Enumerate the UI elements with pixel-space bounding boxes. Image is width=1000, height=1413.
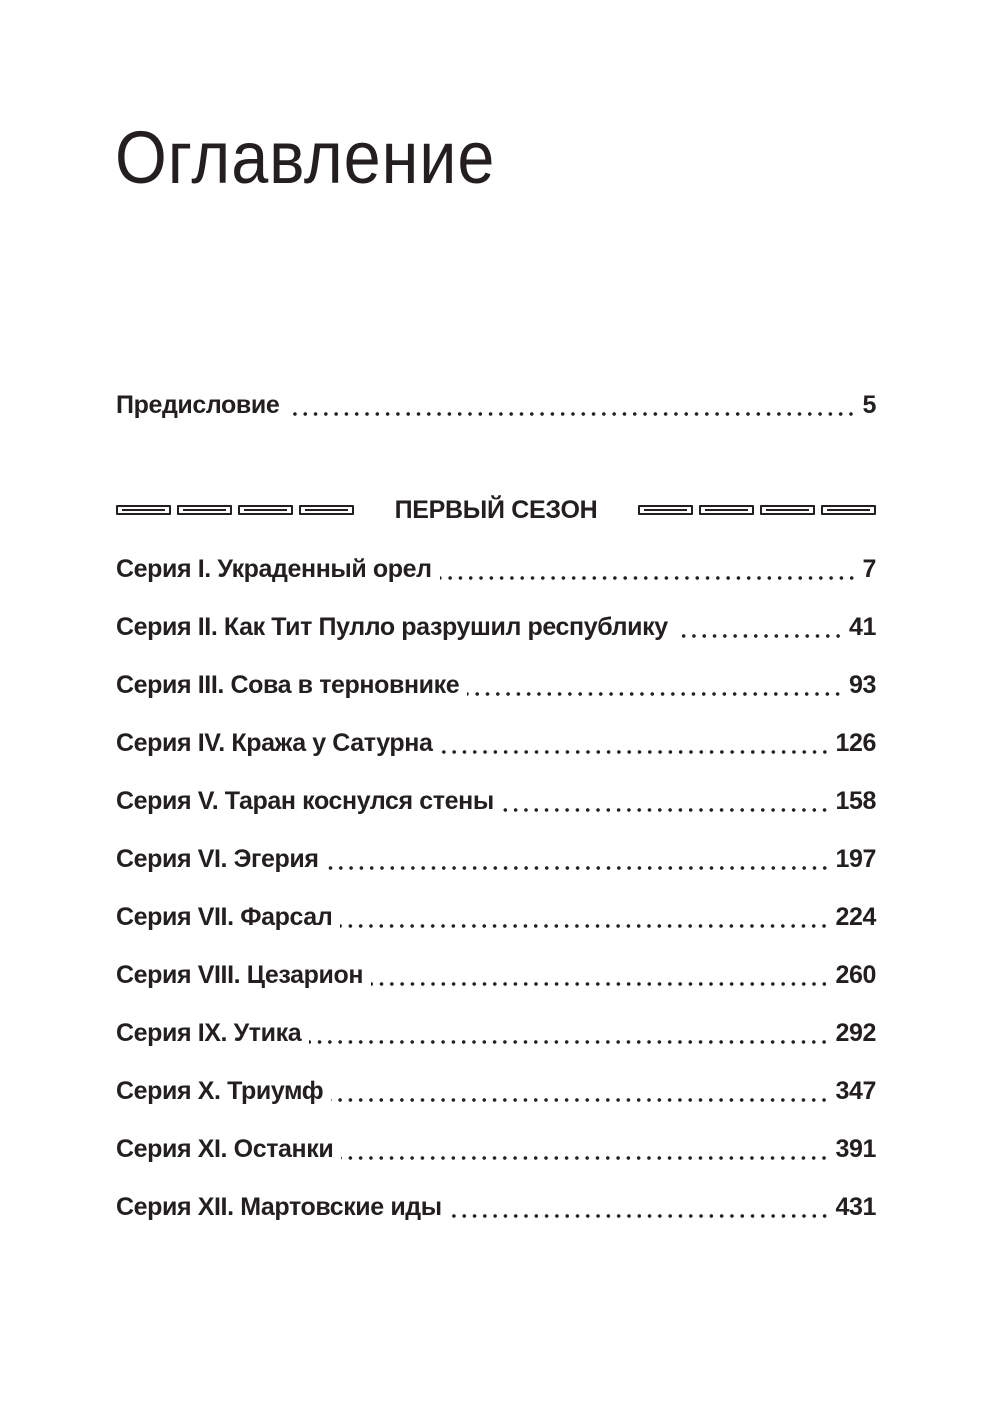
toc-entry-label: Серия IX. Утика	[116, 1019, 302, 1047]
toc-entry-label: Серия II. Как Тит Пулло разрушил республику	[116, 613, 668, 641]
toc-entry-page: 292	[835, 1019, 876, 1047]
season-header	[116, 493, 876, 527]
toc-entry-label: Серия IV. Кража у Сатурна	[116, 729, 433, 757]
toc-entry[interactable]	[116, 727, 876, 759]
toc-entry-page: 260	[835, 961, 876, 989]
ornament-left	[116, 505, 354, 515]
dot-leader	[502, 785, 830, 817]
dot-leader	[676, 611, 843, 643]
toc-entry-page: 7	[862, 555, 876, 583]
dot-leader	[340, 901, 829, 933]
toc-entry-label: Серия X. Триумф	[116, 1077, 324, 1105]
dot-leader	[450, 1191, 830, 1223]
toc-entry-page: 93	[848, 671, 876, 699]
toc-entry-page: 197	[835, 845, 876, 873]
dot-leader	[371, 959, 829, 991]
toc-entry-page: 347	[835, 1077, 876, 1105]
dot-leader	[441, 727, 830, 759]
dot-leader	[341, 1133, 829, 1165]
dot-leader	[327, 843, 830, 875]
toc-entry[interactable]	[116, 669, 876, 701]
toc-entry-page: 224	[835, 903, 876, 931]
toc-entry-label: Серия I. Украденный орел	[116, 555, 432, 583]
toc-entry[interactable]	[116, 553, 876, 585]
season-title: ПЕРВЫЙ СЕЗОН	[394, 495, 598, 524]
toc-entry-label: Серия III. Сова в терновнике	[116, 671, 460, 699]
toc-entry[interactable]	[116, 959, 876, 991]
toc-entry[interactable]	[116, 611, 876, 643]
dot-leader	[287, 389, 856, 421]
page-title: Оглавление	[115, 116, 496, 199]
ornament-right	[638, 505, 876, 515]
toc-entry-page: 158	[835, 787, 876, 815]
dot-leader	[331, 1075, 829, 1107]
toc-entry-label: Серия VII. Фарсал	[116, 903, 333, 931]
toc-entry-label: Серия XII. Мартовские иды	[116, 1193, 442, 1221]
toc-entry-page: 391	[835, 1135, 876, 1163]
toc-entry-label: Серия VIII. Цезарион	[116, 961, 364, 989]
toc-entry[interactable]	[116, 1191, 876, 1223]
toc-entry-page: 126	[835, 729, 876, 757]
toc-entry[interactable]	[116, 785, 876, 817]
dot-leader	[309, 1017, 829, 1049]
dot-leader	[440, 553, 857, 585]
toc-entry-page: 5	[862, 391, 876, 419]
toc-entry-preface[interactable]	[116, 389, 876, 421]
toc-entry-label: Серия XI. Останки	[116, 1135, 334, 1163]
toc-entry-label: Серия V. Таран коснулся стены	[116, 787, 494, 815]
toc-entry[interactable]	[116, 1133, 876, 1165]
toc-entry-label: Серия VI. Эгерия	[116, 845, 319, 873]
toc-entry-page: 41	[848, 613, 876, 641]
toc-entry[interactable]	[116, 901, 876, 933]
toc-entry[interactable]	[116, 1017, 876, 1049]
toc-entry[interactable]	[116, 1075, 876, 1107]
dot-leader	[467, 669, 843, 701]
toc-entry-page: 431	[835, 1193, 876, 1221]
toc-entry[interactable]	[116, 843, 876, 875]
toc-entry-label: Предисловие	[116, 391, 280, 419]
